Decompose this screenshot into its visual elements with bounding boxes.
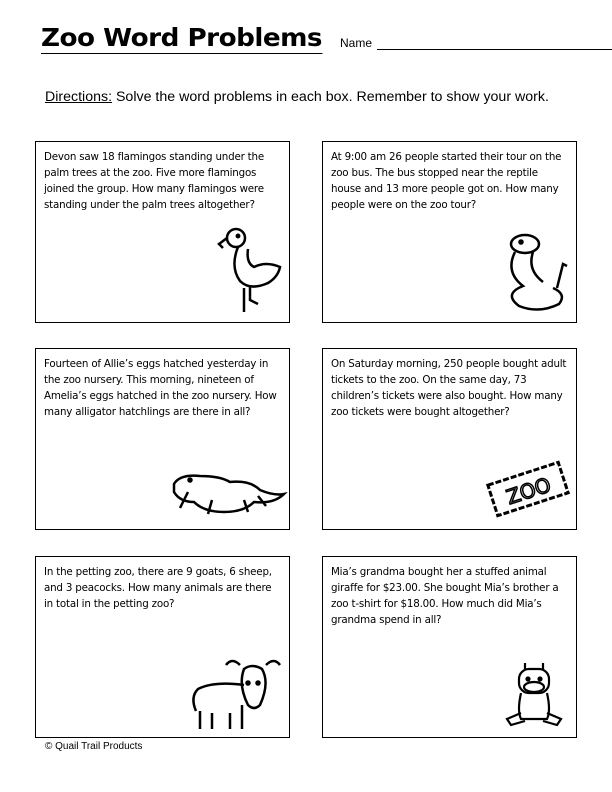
problem-box-1 — [35, 141, 290, 323]
problem-box-5 — [35, 556, 290, 738]
problem-text: Fourteen of Allie’s eggs hatched yesterday in the zoo nursery. This morning, nineteen of Amelia’s eggs hatched in the zoo nursery. How many alligator hatchlings are there in all? — [44, 358, 277, 418]
giraffe-icon — [499, 661, 569, 731]
name-field[interactable] — [340, 36, 612, 50]
directions-label: Directions: — [45, 89, 113, 105]
problem-text: Mia’s grandma bought her a stuffed animal giraffe for $23.00. She bought Mia’s brother a zoo t-shirt for $18.00. How much did Mia’s grandma spend in all? — [331, 566, 559, 626]
ticket-text: ZOO — [503, 472, 554, 510]
ticket-icon — [485, 459, 571, 519]
problem-box-4 — [322, 348, 577, 530]
alligator-icon — [168, 464, 288, 524]
problem-text: At 9:00 am 26 people started their tour on the zoo bus. The bus stopped near the reptile house and 13 more people got on. How many people were on the zoo tour? — [331, 151, 562, 211]
copyright-footer: © Quail Trail Products — [45, 741, 143, 752]
flamingo-icon — [214, 222, 284, 317]
directions-text: Solve the word problems in each box. Remember to show your work. — [112, 89, 549, 105]
snake-icon — [503, 230, 573, 320]
problem-box-6 — [322, 556, 577, 738]
page-title: Zoo Word Problems — [41, 23, 323, 52]
problem-text: On Saturday morning, 250 people bought adult tickets to the zoo. On the same day, 73 children’s tickets were also bought. How many zoo tickets were bought altogether? — [331, 358, 567, 418]
problem-text: In the petting zoo, there are 9 goats, 6 sheep, and 3 peacocks. How many animals are there in total in the petting zoo? — [44, 566, 272, 610]
name-line[interactable] — [377, 37, 612, 50]
goat-icon — [188, 655, 284, 735]
name-label: Name — [340, 36, 373, 50]
problem-text: Devon saw 18 flamingos standing under the palm trees at the zoo. Five more flamingos joined the group. How many flamingos were standing under the palm trees altogether? — [44, 151, 264, 211]
directions — [45, 89, 549, 105]
problem-box-3 — [35, 348, 290, 530]
problem-box-2 — [322, 141, 577, 323]
